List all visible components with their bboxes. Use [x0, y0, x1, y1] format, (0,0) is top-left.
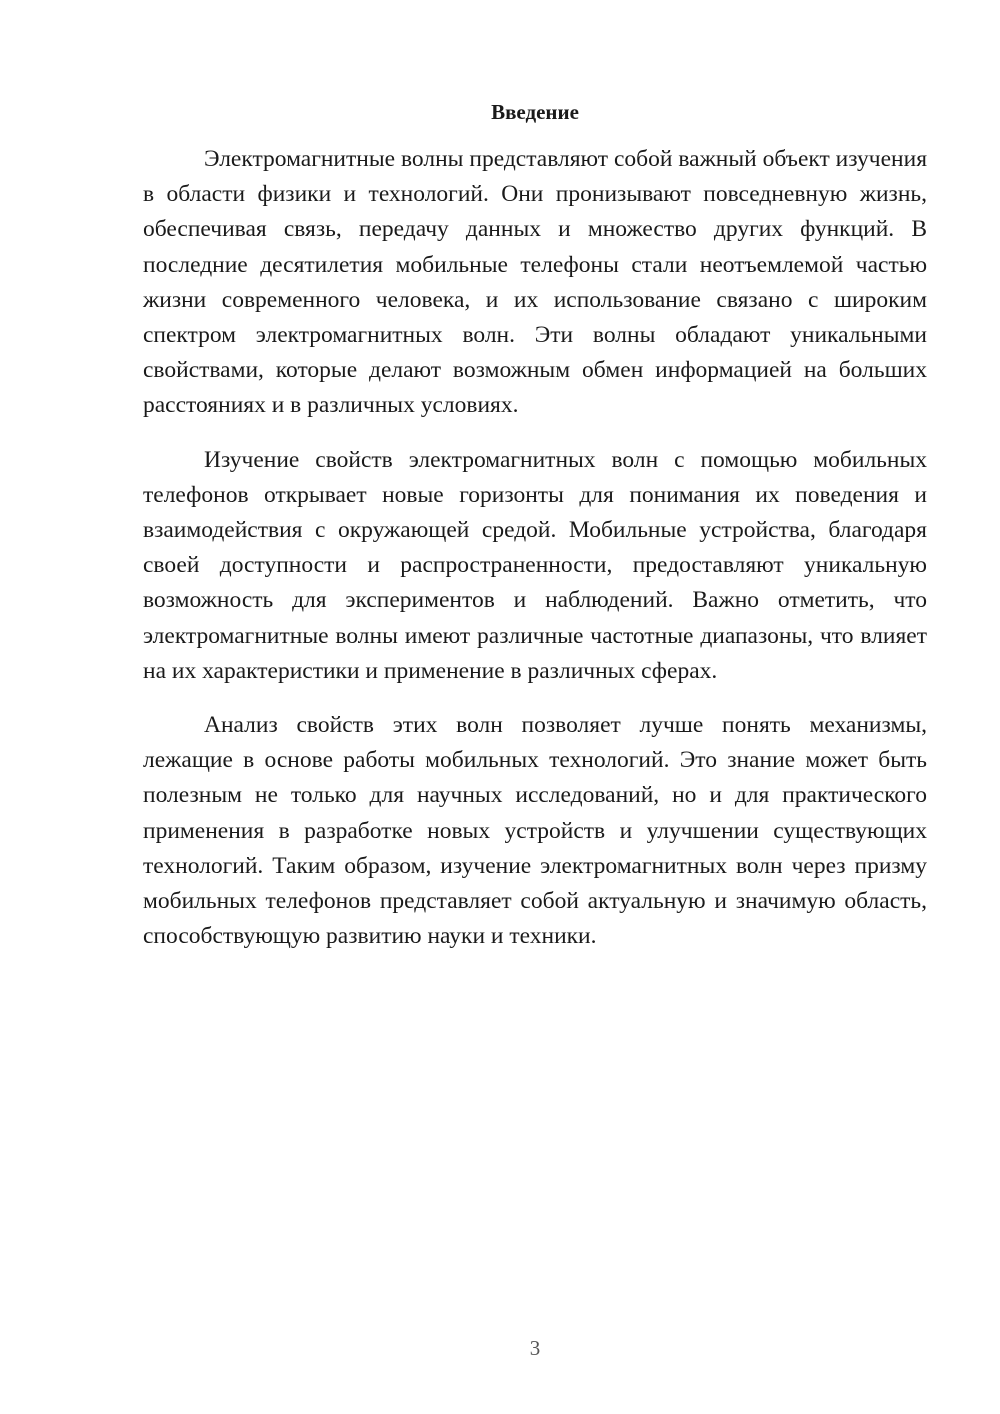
paragraph-2: Изучение свойств электромагнитных волн с помощью мобильных телефонов открывает новые горизонты для понимания их поведения и взаимодействия с окружающей средой. Мобильные устройства, благодаря своей доступности и распространенности, предоставляют уникальную возможность для экспериментов и наблюдений. Важно отметить, что электромагнитные волны имеют различные частотные диапазоны, что влияет на их характеристики и применение в различных сферах.: [143, 446, 927, 684]
page-number: 3: [529, 1336, 541, 1360]
paragraph-3: Анализ свойств этих волн позволяет лучше понять механизмы, лежащие в основе работы мобильных технологий. Это знание может быть полезным не только для научных исследований, но и для практического применения в разработке новых устройств и улучшении существующих технологий. Таким образом, изучение электромагнитных волн через призму мобильных телефонов представляет собой актуальную и значимую область, способствующую развитию науки и техники.: [143, 712, 927, 950]
body-text: [143, 142, 927, 954]
paragraph-1: Электромагнитные волны представляют собой важный объект изучения в области физики и технологий. Они пронизывают повседневную жизнь, обеспечивая связь, передачу данных и множество других функций. В последние десятилетия мобильные телефоны стали неотъемлемой частью жизни современного человека, и их использование связано с широким спектром электромагнитных волн. Эти волны обладают уникальными свойствами, которые делают возможным обмен информацией на больших расстояниях и в различных условиях.: [143, 146, 927, 419]
page-title: Введение: [491, 100, 579, 124]
